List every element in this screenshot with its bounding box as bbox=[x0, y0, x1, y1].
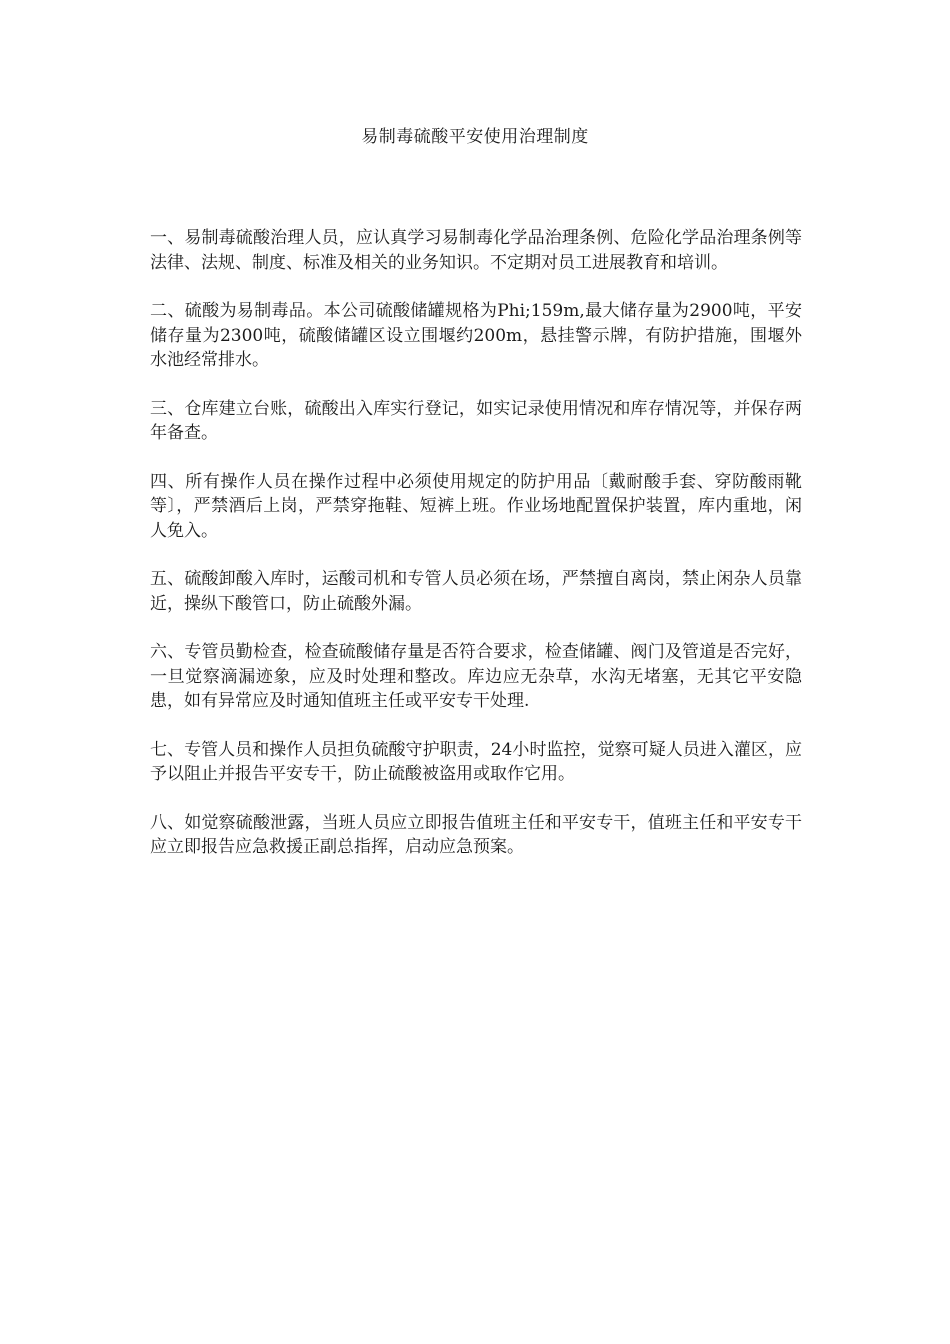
document-title: 易制毒硫酸平安使用治理制度 bbox=[361, 127, 589, 147]
paragraph-4: 四、所有操作人员在操作过程中必须使用规定的防护用品〔戴耐酸手套、穿防酸雨靴等〕，严禁酒后上岗，严禁穿拖鞋、短裤上班。作业场地配置保护装置，库内重地，闲人免入。 bbox=[150, 471, 802, 541]
paragraph-2: 二、硫酸为易制毒品。本公司硫酸储罐规格为Phi;159m,最大储存量为2900吨，平安储存量为2300吨，硫酸储罐区设立围堰约200m，悬挂警示牌，有防护措施，围堰外水池经常排水。 bbox=[150, 301, 802, 370]
paragraph-8: 八、如觉察硫酸泄露，当班人员应立即报告值班主任和平安专干，值班主任和平安专干应立即报告应急救援正副总指挥，启动应急预案。 bbox=[150, 812, 802, 857]
paragraph-3: 三、仓库建立台账，硫酸出入库实行登记，如实记录使用情况和库存情况等，并保存两年备查。 bbox=[150, 398, 802, 443]
document-body bbox=[150, 226, 802, 884]
paragraph-1: 一、易制毒硫酸治理人员，应认真学习易制毒化学品治理条例、危险化学品治理条例等法律、法规、制度、标准及相关的业务知识。不定期对员工进展教育和培训。 bbox=[150, 228, 802, 273]
paragraph-7: 七、专管人员和操作人员担负硫酸守护职责，24小时监控，觉察可疑人员进入灌区，应予以阻止并报告平安专干，防止硫酸被盗用或取作它用。 bbox=[150, 739, 802, 784]
paragraph-6: 六、专管员勤检查，检查硫酸储存量是否符合要求，检查储罐、阀门及管道是否完好，一旦觉察滴漏迹象，应及时处理和整改。库边应无杂草，水沟无堵塞，无其它平安隐患，如有异常应及时通知值班主任或平安专干处理. bbox=[150, 642, 802, 711]
paragraph-5: 五、硫酸卸酸入库时，运酸司机和专管人员必须在场，严禁擅自离岗，禁止闲杂人员靠近，操纵下酸管口，防止硫酸外漏。 bbox=[150, 569, 802, 614]
